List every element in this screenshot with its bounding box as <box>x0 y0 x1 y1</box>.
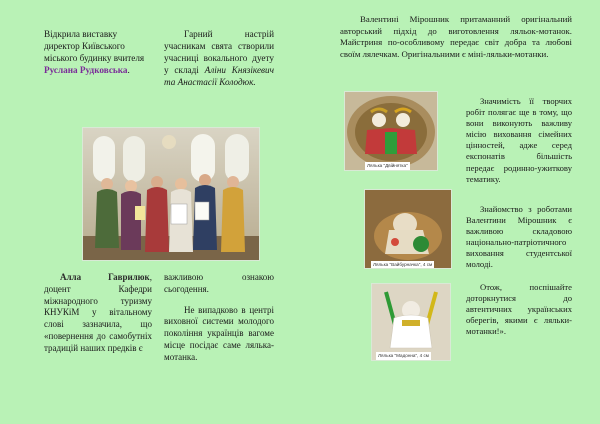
intro-text: Відкрила виставку директор Київського міського будинку вчителя <box>44 29 145 63</box>
doll-photo-2 <box>365 190 451 268</box>
quote-paragraph-1: важливою ознакою сьогодення. <box>164 272 274 294</box>
speaker-text: , доцент Кафедри міжнародного туризму КНУКіМ у вітальному слові зазначила, що «повернення до самобутніх традицій наших предків є <box>44 272 152 353</box>
group-photo-image <box>83 128 259 260</box>
master-paragraph: Валентині Мірошник притаманний оригінальний авторський підхід до виготовлення ляльок-мотанок. Майстриня по-особливому передає світ добра та любові своїм лялечкам. Оригінальними є міні-ляльки-мотанки. <box>340 14 572 59</box>
doll-caption-2: Лялька "Вайбурначка", 4 см <box>373 262 433 267</box>
duet-column <box>164 28 274 88</box>
intro-column: Відкрила виставку директор Київського міського будинку вчителя Руслана Рудковська. <box>44 29 145 75</box>
doll-photo-3 <box>372 284 450 360</box>
doll-photo-1-image <box>345 92 437 170</box>
quote-column <box>164 272 274 364</box>
doll-photo-2-image <box>365 190 451 268</box>
duet-text: Гарний настрій учасникам свята створили учасниці вокального дуету у складі <box>164 29 274 75</box>
quote-paragraph-2: Не випадково в центрі виховної системи молодого покоління українців вагоме місце посідає саме лялька-мотанка. <box>164 304 274 362</box>
doll-caption-3: Лялька "Мадонна", 4 см <box>378 353 429 358</box>
group-photo <box>83 128 259 260</box>
speaker-column <box>44 272 152 355</box>
doll-photo-1 <box>345 92 437 170</box>
director-name: Руслана Рудковська <box>44 65 128 75</box>
invitation-paragraph: Отож, поспішайте доторкнутися до автентичних українських оберегів, якими є ляльки-мотанки!». <box>466 282 572 337</box>
speaker-name: Алла Гаврилюк <box>60 272 150 282</box>
acquaintance-paragraph: Знайомство з роботами Валентини Мірошник є важливою складовою національно-патріотичного виховання студентської молоді. <box>466 204 572 270</box>
duet-names: Аліни Князікевич та Анастасії Колодюк. <box>164 65 274 87</box>
doll-caption-1: Лялька "Двійнятка" <box>367 163 408 168</box>
doll-photo-3-image <box>372 284 450 360</box>
significance-paragraph: Значимість її творчих робіт полягає ще в тому, що вони виконують важливу місію виховання сімейних цінностей, адже серед експонатів більшість передає родинно-ужиткову тематику. <box>466 96 572 184</box>
